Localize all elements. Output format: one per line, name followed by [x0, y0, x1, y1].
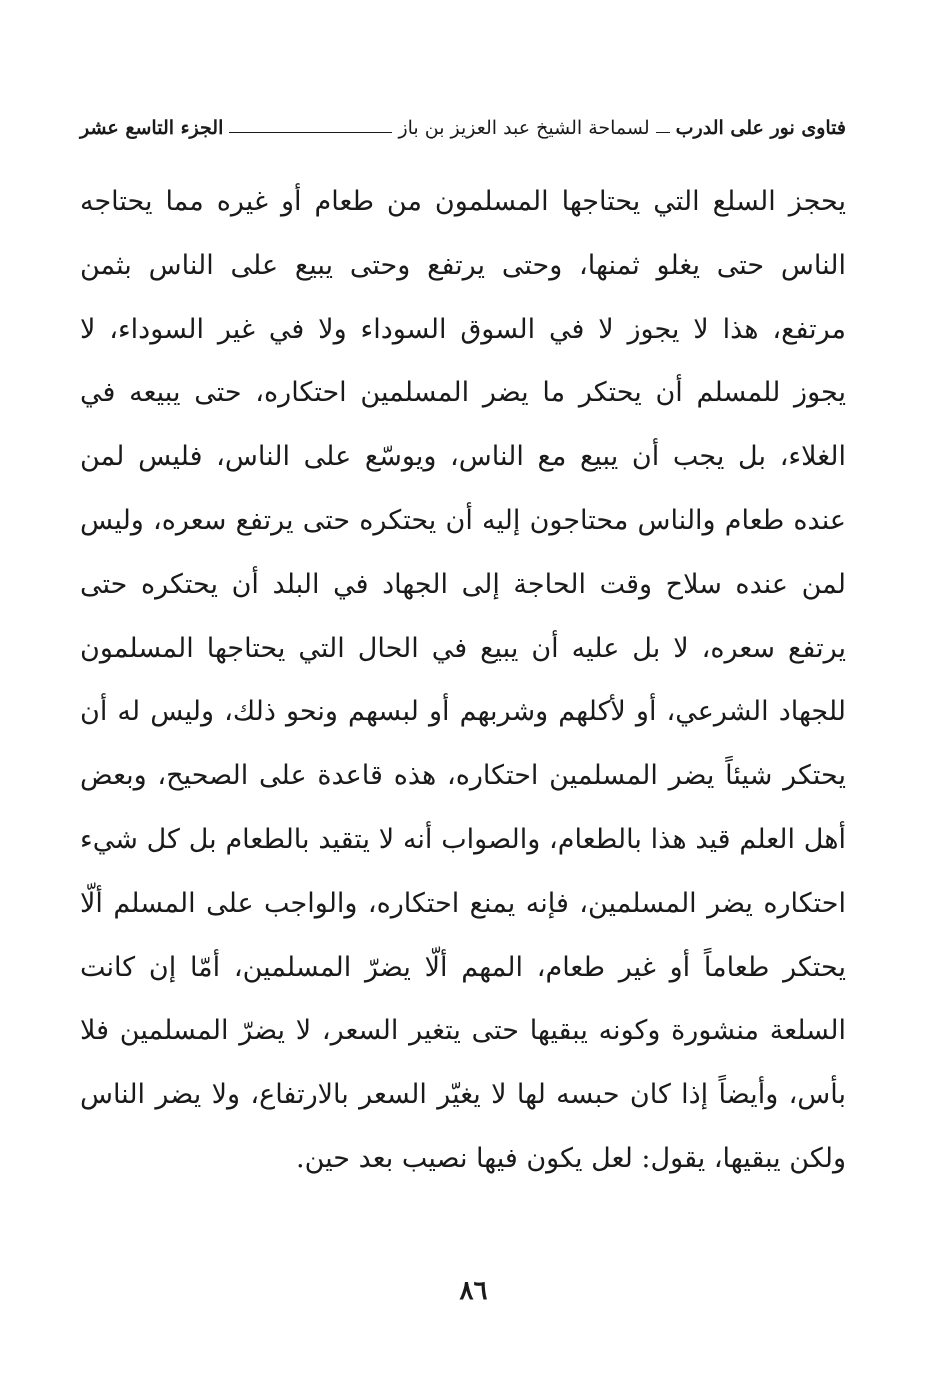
body-text — [80, 170, 846, 1191]
text-line: الغلاء، بل يجب أن يبيع مع الناس، ويوسّع على الناس، فليس لمن — [80, 441, 846, 473]
header-separator-long — [229, 132, 392, 133]
text-line: يجوز للمسلم أن يحتكر ما يضر المسلمين احتكاره، حتى يبيعه في — [80, 377, 846, 409]
text-line: يحتكر شيئاً يضر المسلمين احتكاره، هذه قاعدة على الصحيح، وبعض — [80, 760, 846, 792]
text-line: مرتفع، هذا لا يجوز لا في السوق السوداء ولا في غير السوداء، لا — [80, 313, 846, 345]
text-line: يحجز السلع التي يحتاجها المسلمون من طعام أو غيره مما يحتاجه — [80, 186, 846, 217]
text-line: الناس حتى يغلو ثمنها، وحتى يرتفع وحتى يبيع على الناس بثمن — [80, 249, 846, 281]
text-line: للجهاد الشرعي، أو لأكلهم وشربهم أو لبسهم ونحو ذلك، وليس له أن — [80, 696, 846, 728]
header-volume: الجزء التاسع عشر — [80, 117, 224, 139]
text-line-last: ولكن يبقيها، يقول: لعل يكون فيها نصيب بعد حين. — [296, 1142, 846, 1174]
text-line: بأس، وأيضاً إذا كان حبسه لها لا يغيّر السعر بالارتفاع، ولا يضر الناس — [80, 1079, 846, 1111]
text-line: احتكاره يضر المسلمين، فإنه يمنع احتكاره، والواجب على المسلم ألّا — [80, 887, 846, 919]
text-line: يحتكر طعاماً أو غير طعام، المهم ألّا يضرّ المسلمين، أمّا إن كانت — [80, 951, 846, 983]
header-separator — [656, 132, 670, 133]
page-number: ٨٦ — [459, 1276, 488, 1306]
text-line: يرتفع سعره، لا بل عليه أن يبيع في الحال التي يحتاجها المسلمون — [80, 632, 846, 664]
running-header — [80, 108, 846, 148]
header-author: لسماحة الشيخ عبد العزيز بن باز — [398, 117, 650, 139]
text-line: أهل العلم قيد هذا بالطعام، والصواب أنه لا يتقيد بالطعام بل كل شيء — [80, 823, 846, 855]
text-line: عنده طعام والناس محتاجون إليه أن يحتكره حتى يرتفع سعره، وليس — [80, 504, 846, 536]
text-line: السلعة منشورة وكونه يبقيها حتى يتغير السعر، لا يضرّ المسلمين فلا — [80, 1015, 846, 1047]
text-line: لمن عنده سلاح وقت الحاجة إلى الجهاد في البلد أن يحتكره حتى — [80, 568, 846, 600]
header-book-title: فتاوى نور على الدرب — [675, 117, 846, 139]
